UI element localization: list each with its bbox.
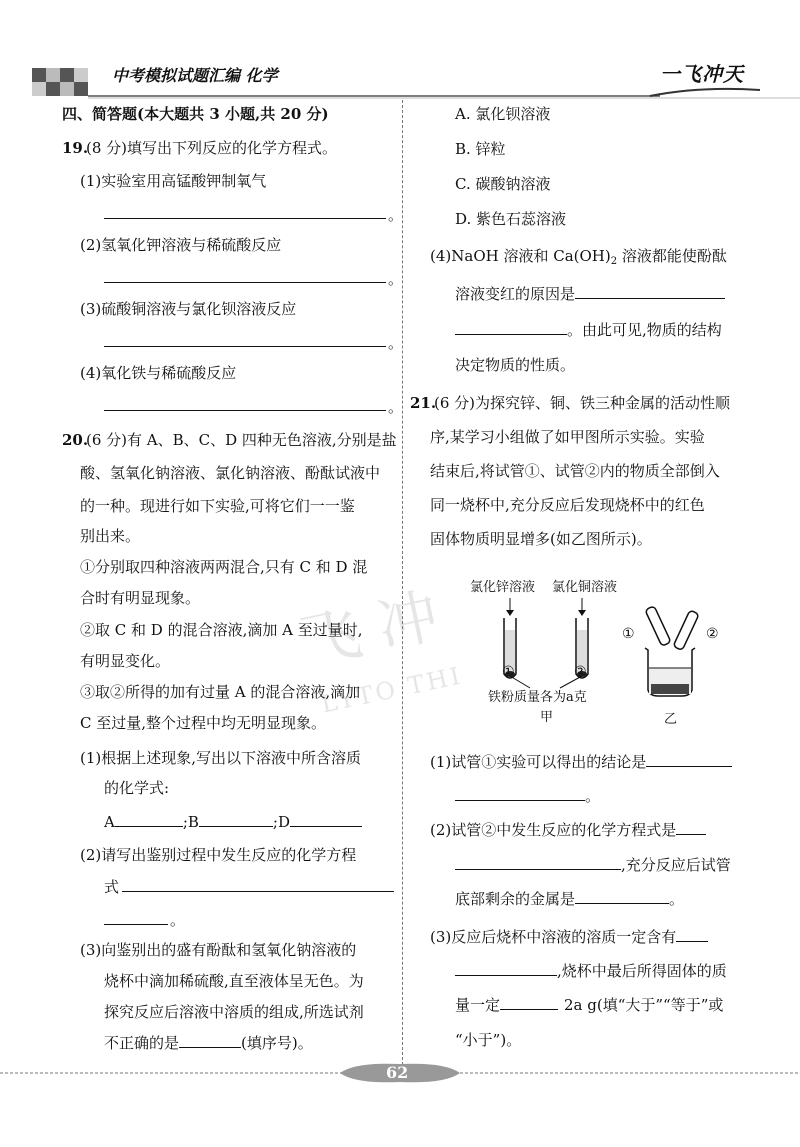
q19-number: 19.	[62, 139, 89, 157]
q19-answer-blank-2[interactable]	[104, 282, 386, 283]
q19-answer-blank-1[interactable]	[104, 218, 386, 219]
q21-sub2-text: (2)试管②中发生反应的化学方程式是	[430, 821, 677, 839]
q20-sub4-line-1	[430, 246, 727, 272]
watermark-cn: 飞 冲	[294, 581, 445, 679]
q19-end-mark-4: 。	[388, 398, 404, 416]
q21-sub3-l3b: 2a g(填“大于”“等于”或	[564, 996, 724, 1014]
q21-sub3-l1: (3)反应后烧杯中溶液的溶质一定含有	[430, 928, 677, 946]
q21-sub3-l2: ,烧杯中最后所得固体的质	[557, 962, 727, 980]
figure-yi-tube-1-label: ①	[622, 626, 635, 642]
q20-abd-row	[104, 812, 362, 832]
iron-mass-label: 铁粉质量各为a克	[488, 690, 587, 705]
q20-sub4-l3-text: 。由此可见,物质的结构	[567, 321, 722, 339]
watermark-en: LYTO THI	[318, 661, 466, 719]
q21-sub3-line-4: “小于”)。	[455, 1031, 522, 1049]
blank-d[interactable]	[290, 812, 362, 827]
page-footer	[0, 1062, 800, 1084]
figure-tube-2-label: ②	[574, 664, 587, 680]
q20-sub2-line-1: (2)请写出鉴别过程中发生反应的化学方程	[80, 846, 357, 864]
q19-end-mark-2: 。	[388, 270, 404, 288]
q20-sub4-l2-text: 溶液变红的原因是	[455, 285, 576, 303]
q20-step2-line-1: ②取 C 和 D 的混合溶液,滴加 A 至过量时,	[80, 621, 363, 639]
q21-sub2-line-1	[430, 820, 706, 840]
blank-a[interactable]	[115, 812, 183, 827]
q20-sub4-tail: 溶液都能使酚酞	[617, 247, 727, 265]
q20-sub2-blank-1[interactable]	[122, 891, 394, 892]
q21-sub3-blank-1[interactable]	[676, 927, 708, 942]
column-divider	[402, 100, 403, 1065]
q20-sub4-blank-2[interactable]	[455, 320, 567, 335]
q21-figure	[460, 570, 760, 735]
q21-sub1-line-2	[455, 786, 600, 806]
q19-item-3: (3)硫酸铜溶液与氯化钡溶液反应	[80, 300, 297, 318]
q20-sub3-line-1: (3)向鉴别出的盛有酚酞和氢氧化钠溶液的	[80, 941, 357, 959]
q19-end-mark-3: 。	[388, 334, 404, 352]
q19-item-4: (4)氧化铁与稀硫酸反应	[80, 364, 237, 382]
q21-sub3-line-2	[455, 961, 727, 981]
brand-logo-text: 一飞冲天	[660, 62, 744, 86]
q19-stem: (8 分)填写出下列反应的化学方程式。	[86, 139, 338, 157]
q21-sub2-blank-2[interactable]	[455, 855, 621, 870]
q20-sub2-end-mark: 。	[170, 911, 186, 929]
q20-sub3-line-2: 烧杯中滴加稀硫酸,直至液体呈无色。为	[104, 972, 364, 990]
q21-sub2-l3: 底部剩余的金属是	[455, 890, 576, 908]
q20-number: 20.	[62, 431, 89, 449]
q21-sub2-l2: ,充分反应后试管	[621, 856, 731, 874]
q21-sub2-blank-1[interactable]	[676, 820, 706, 835]
q20-sub3-line-3: 探究反应后溶液中溶质的组成,所选试剂	[104, 1003, 364, 1021]
book-title: 中考模拟试题汇编 化学	[112, 66, 278, 85]
q20-sub4-line-2	[455, 284, 725, 304]
q21-sub2-blank-3[interactable]	[575, 889, 669, 904]
q21-stem-line-4: 同一烧杯中,充分反应后发现烧杯中的红色	[430, 496, 705, 514]
q21-sub1-text: (1)试管①实验可以得出的结论是	[430, 753, 647, 771]
q20-sub4-head: (4)NaOH 溶液和 Ca(OH)	[430, 247, 611, 265]
q20-stem-line-4: 别出来。	[80, 527, 141, 545]
q21-sub3-line-3	[455, 995, 723, 1015]
q21-sub3-line-1	[430, 927, 708, 947]
label-a: A	[104, 813, 115, 831]
q19-item-2: (2)氢氧化钾溶液与稀硫酸反应	[80, 236, 282, 254]
q20-stem-line-3: 的一种。现进行如下实验,可将它们一一鉴	[80, 497, 355, 515]
page-number: 62	[386, 1063, 409, 1082]
q21-stem-line-1: (6 分)为探究锌、铜、铁三种金属的活动性顺	[434, 394, 731, 412]
q21-sub1-line-1	[430, 752, 732, 772]
q20-sub2-line-2: 式	[104, 878, 120, 896]
option-c: C. 碳酸钠溶液	[455, 175, 551, 193]
q21-stem-line-2: 序,某学习小组做了如甲图所示实验。实验	[430, 428, 705, 446]
q20-sub3-blank[interactable]	[179, 1033, 241, 1048]
q21-sub2-end: 。	[669, 890, 685, 908]
q20-stem-line-1: (6 分)有 A、B、C、D 四种无色溶液,分别是盐	[86, 431, 397, 449]
figure-tube-1-label: ①	[502, 664, 515, 680]
q21-sub3-blank-3[interactable]	[500, 995, 558, 1010]
q20-sub2-blank-2[interactable]	[104, 924, 168, 925]
q20-step3-line-1: ③取②所得的加有过量 A 的混合溶液,滴加	[80, 683, 361, 701]
figure-yi-tube-2-label: ②	[706, 626, 719, 642]
q21-number: 21.	[410, 394, 437, 412]
q20-step1-line-1: ①分别取四种溶液两两混合,只有 C 和 D 混	[80, 558, 368, 576]
q20-sub4-blank-1[interactable]	[575, 284, 725, 299]
q21-sub1-blank-2[interactable]	[455, 786, 585, 801]
option-a: A. 氯化钡溶液	[455, 105, 551, 123]
q19-answer-blank-4[interactable]	[104, 410, 386, 411]
label-cucl2: 氯化铜溶液	[552, 580, 618, 595]
q20-sub4-line-3	[455, 320, 722, 340]
q21-stem-line-3: 结束后,将试管①、试管②内的物质全部倒入	[430, 462, 720, 480]
option-b: B. 锌粒	[455, 140, 506, 158]
q20-sub4-subscript: 2	[610, 256, 618, 267]
q21-sub2-line-2	[455, 855, 731, 875]
q20-sub1-line-1: (1)根据上述现象,写出以下溶液中所含溶质	[80, 749, 362, 767]
q21-sub1-blank-1[interactable]	[646, 752, 732, 767]
section-title: 四、简答题(本大题共 3 小题,共 20 分)	[62, 105, 329, 123]
label-zncl2: 氯化锌溶液	[470, 580, 536, 595]
q20-step2-line-2: 有明显变化。	[80, 652, 171, 670]
q21-sub3-blank-2[interactable]	[455, 961, 557, 976]
page-header	[0, 58, 800, 100]
q21-sub2-line-3	[455, 889, 684, 909]
q20-sub3-line-4	[104, 1033, 313, 1053]
figure-yi-label: 乙	[664, 712, 678, 727]
q19-end-mark-1: 。	[388, 206, 404, 224]
option-d: D. 紫色石蕊溶液	[455, 210, 567, 228]
q20-sub3-lead: 不正确的是	[104, 1034, 180, 1052]
figure-jia-label: 甲	[540, 710, 554, 725]
q21-sub3-l3a: 量一定	[455, 996, 501, 1014]
q20-sub4-line-4: 决定物质的性质。	[455, 356, 576, 374]
q21-stem-line-5: 固体物质明显增多(如乙图所示)。	[430, 530, 652, 548]
q19-item-1: (1)实验室用高锰酸钾制氧气	[80, 172, 267, 190]
blank-b[interactable]	[199, 812, 273, 827]
label-d: ;D	[272, 813, 291, 831]
q19-answer-blank-3[interactable]	[104, 346, 386, 347]
q20-stem-line-2: 酸、氢氧化钠溶液、氯化钠溶液、酚酞试液中	[80, 464, 381, 482]
q20-step3-line-2: C 至过量,整个过程中均无明显现象。	[80, 714, 327, 732]
q20-sub3-tail: (填序号)。	[241, 1034, 313, 1052]
figure-drawing	[460, 570, 760, 735]
q20-sub1-line-2: 的化学式:	[104, 779, 170, 797]
q20-step1-line-2: 合时有明显现象。	[80, 589, 201, 607]
q21-sub1-end: 。	[585, 787, 601, 805]
label-b: ;B	[182, 813, 199, 831]
